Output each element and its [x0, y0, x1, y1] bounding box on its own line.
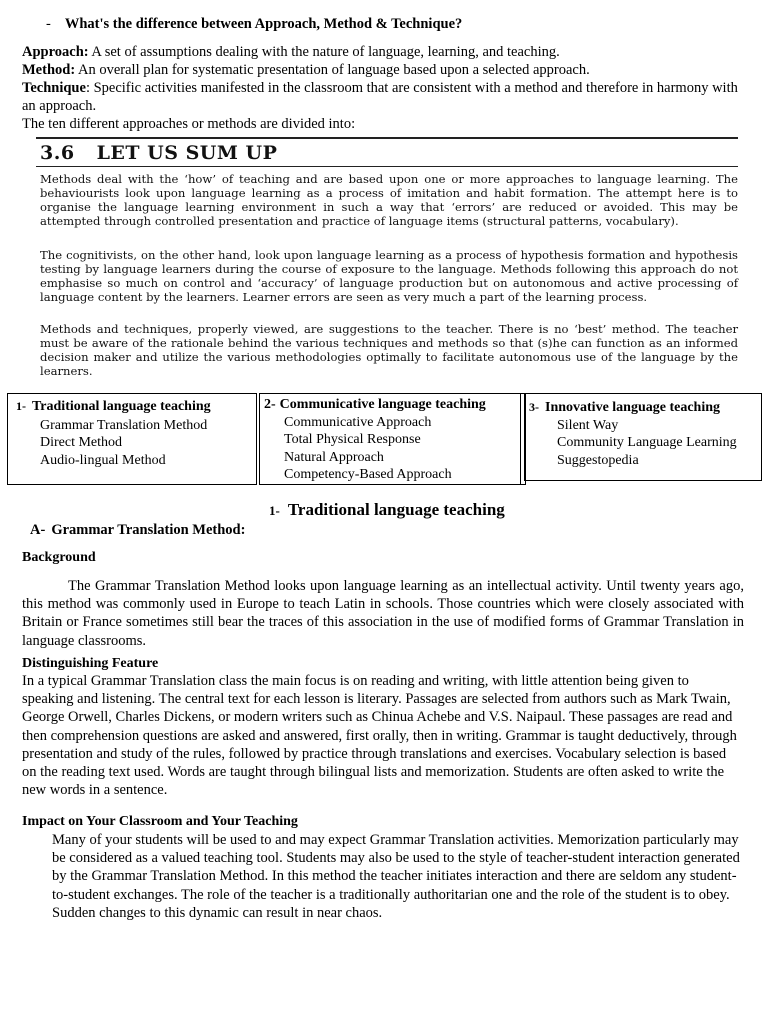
category-number: 2-: [264, 397, 276, 412]
definition-approach: [22, 43, 752, 61]
bullet-dash: -: [46, 16, 51, 32]
category-item: Communicative Approach: [284, 414, 432, 430]
category-item: Natural Approach: [284, 449, 384, 465]
question-heading: [46, 16, 462, 33]
question-text: What's the difference between Approach, Method & Technique?: [64, 16, 463, 32]
category-box-innovative: [524, 393, 762, 481]
background-paragraph: [22, 577, 744, 650]
excerpt-heading: [40, 142, 277, 164]
definition-term: Technique: [22, 80, 86, 96]
category-item: Competency-Based Approach: [284, 467, 452, 482]
subsection-title-text: Grammar Translation Method:: [51, 522, 246, 538]
definition-term: Approach:: [22, 44, 89, 60]
category-item: Audio-lingual Method: [40, 452, 166, 468]
intro-line: The ten different approaches or methods are divided into:: [22, 116, 356, 132]
impact-heading: Impact on Your Classroom and Your Teaching: [22, 814, 298, 829]
excerpt-section-title: LET US SUM UP: [96, 142, 278, 164]
category-number: 1-: [16, 399, 26, 413]
excerpt-paragraph: The cognitivists, on the other hand, look upon language learning as a process of hypothesis formation and hypothesis testing by language learners during the course of exposure to the language. Methods following this approach do not emphasise so much on control and ‘accuracy’ of language production but on autonomous and active processing of language content by the learners. Learner errors are seen as very much a part of the learning process.: [40, 248, 738, 304]
section-title: [269, 500, 505, 520]
definition-text: : Specific activities manifested in the classroom that are consistent with a method and therefore in harmony with an approach.: [22, 80, 738, 114]
subsection-title: [30, 522, 245, 539]
category-heading: [525, 394, 761, 417]
definition-text: A set of assumptions dealing with the nature of language, learning, and teaching.: [88, 44, 560, 60]
sum-up-excerpt: [36, 137, 738, 379]
definition-term: Method:: [22, 62, 76, 78]
category-title: Traditional language teaching: [32, 399, 211, 414]
category-item: Community Language Learning: [557, 435, 737, 450]
impact-paragraph: Many of your students will be used to and may expect Grammar Translation activities. Memorization particularly may be considered as a valued teaching tool. Students may also be used to the style of teacher-student interaction generated by the Grammar Translation Method. In this method the teacher initiates interaction and there are seldom any student-to-student exchanges. The role of the teacher is a traditionally authoritarian one and the role of the student is to obey. Sudden changes to this dynamic can result in near chaos.: [52, 832, 740, 921]
category-item: Direct Method: [40, 435, 123, 450]
definitions-block: [22, 43, 752, 133]
excerpt-section-number: 3.6: [40, 142, 75, 164]
distinguishing-paragraph: In a typical Grammar Translation class the main focus is on reading and writing, with little attention being given to speaking and listening. The central text for each lesson is literary. Passages are selected from authors such as Mark Twain, George Orwell, Charles Dickens, or modern writers such as Chinua Achebe and V.S. Naipaul. These passages are read and then comprehension questions are asked and answered, first orally, then in writing. Grammar is taught deductively, through presentation and study of the rules, followed by practice through translations and exercises. Vocabulary selection is based on the reading text used. Words are taught through bilingual lists and memorization. Students are often asked to write the new words in a sentence.: [22, 673, 737, 799]
category-heading: [260, 394, 520, 414]
category-item: Suggestopedia: [557, 452, 639, 468]
top-rule: [36, 137, 738, 139]
section-title-text: Traditional language teaching: [287, 500, 505, 519]
category-item: Grammar Translation Method: [40, 417, 208, 433]
category-heading: [8, 394, 256, 416]
category-item: Silent Way: [557, 417, 619, 433]
definition-technique: [22, 79, 752, 115]
category-number: 3-: [529, 400, 539, 414]
category-box-communicative: [259, 393, 521, 485]
definition-method: [22, 61, 752, 79]
excerpt-paragraph: Methods deal with the ‘how’ of teaching and are based upon one or more approaches to language learning. The behaviourists look upon language learning as a process of imitation and habit formation. The attempt here is to organise the language learning environment in such a way that ‘errors’ are reduced or avoided. This may be attempted through controlled presentation and practice of language items (structural patterns, vocabulary).: [40, 172, 738, 228]
excerpt-paragraph: Methods and techniques, properly viewed, are suggestions to the teacher. There is no ‘best’ method. The teacher must be aware of the rationale behind the various techniques and methods so that (s)he can function as an informed decision maker and utilize the various methodologies optimally to facilitate autonomous use of the language by the learners.: [40, 322, 738, 378]
category-item: Total Physical Response: [284, 432, 421, 447]
category-title: Communicative language teaching: [279, 397, 486, 412]
distinguishing-heading: Distinguishing Feature: [22, 656, 159, 671]
definition-text: An overall plan for systematic presentation of language based upon a selected approach.: [75, 62, 590, 78]
heading-underline: [36, 166, 738, 167]
category-title: Innovative language teaching: [545, 400, 721, 415]
background-heading: Background: [22, 550, 96, 565]
subsection-letter: A-: [30, 522, 46, 538]
section-number: 1-: [269, 503, 280, 518]
background-text: The Grammar Translation Method looks upon language learning as an intellectual activity. Until twenty years ago, this method was commonly used in Europe to teach Latin in schools. Those countries which were closely associated with Britain or France sometimes still bear the traces of this association in the use of modified forms of Grammar Translation in language classrooms.: [22, 578, 744, 649]
category-box-traditional: [7, 393, 257, 485]
